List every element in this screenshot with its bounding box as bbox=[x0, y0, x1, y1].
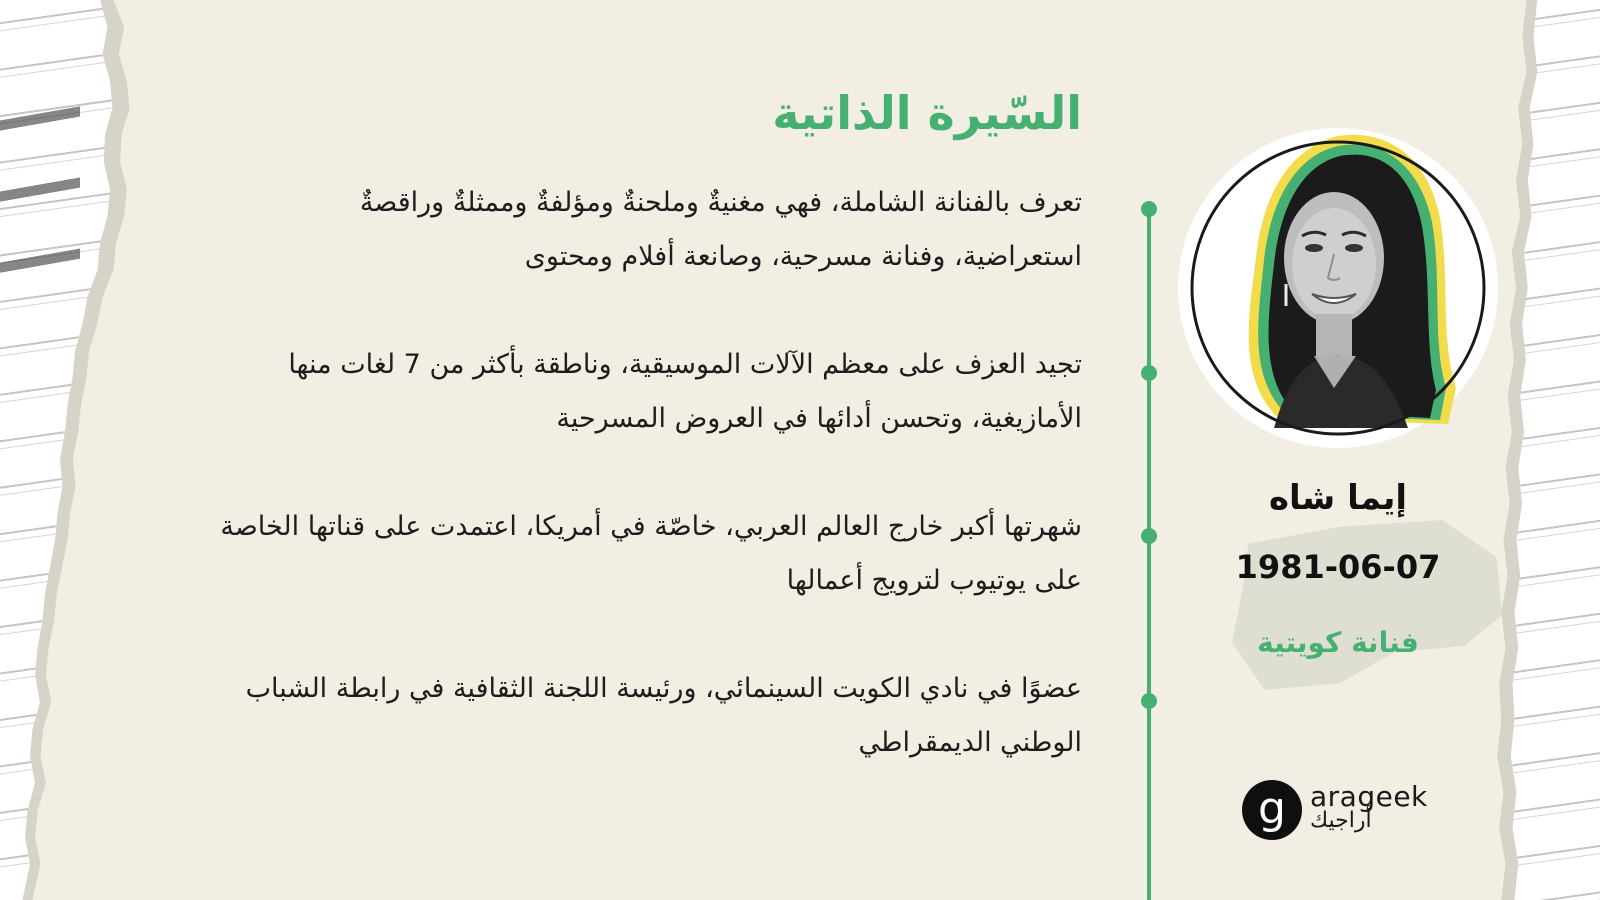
timeline-dot bbox=[1141, 693, 1157, 709]
brand-name-latin: arageek bbox=[1310, 780, 1428, 813]
section-title: السّيرة الذاتية bbox=[772, 86, 1082, 140]
timeline-dot bbox=[1141, 201, 1157, 217]
person-name: إيما شاه bbox=[1268, 478, 1408, 518]
bio-line: على يوتيوب لترويج أعمالها bbox=[786, 565, 1082, 596]
bio-line: عضوًا في نادي الكويت السينمائي، ورئيسة اللجنة الثقافية في رابطة الشباب bbox=[245, 673, 1082, 704]
person-role: فنانة كويتية bbox=[1257, 626, 1419, 659]
timeline-dot bbox=[1141, 528, 1157, 544]
timeline-line bbox=[1147, 205, 1151, 900]
bio-line: استعراضية، وفنانة مسرحية، وصانعة أفلام ومحتوى bbox=[524, 241, 1082, 272]
portrait-image bbox=[1178, 88, 1498, 448]
bio-line: شهرتها أكبر خارج العالم العربي، خاصّة في أمريكا، اعتمدت على قناتها الخاصة bbox=[220, 511, 1082, 542]
bio-line: الوطني الديمقراطي bbox=[858, 727, 1082, 758]
birth-date: 1981-06-07 bbox=[1235, 548, 1441, 586]
brand-name-arabic: أراجيك bbox=[1310, 808, 1372, 833]
bio-paragraph bbox=[82, 500, 1082, 608]
timeline-dot bbox=[1141, 365, 1157, 381]
bio-paragraph bbox=[82, 338, 1082, 446]
brand-logo-mark: g bbox=[1258, 783, 1286, 834]
bio-paragraph bbox=[82, 662, 1082, 770]
bio-paragraph bbox=[82, 176, 1082, 284]
bio-line: تعرف بالفنانة الشاملة، فهي مغنيةٌ وملحنةٌ ومؤلفةٌ وممثلةٌ وراقصةٌ bbox=[359, 187, 1082, 218]
newspaper-headline-texture bbox=[0, 90, 80, 310]
bio-line: تجيد العزف على معظم الآلات الموسيقية، وناطقة بأكثر من 7 لغات منها bbox=[288, 349, 1082, 380]
bio-line: الأمازيغية، وتحسن أدائها في العروض المسرحية bbox=[556, 403, 1082, 434]
tape-decoration bbox=[1232, 520, 1502, 690]
